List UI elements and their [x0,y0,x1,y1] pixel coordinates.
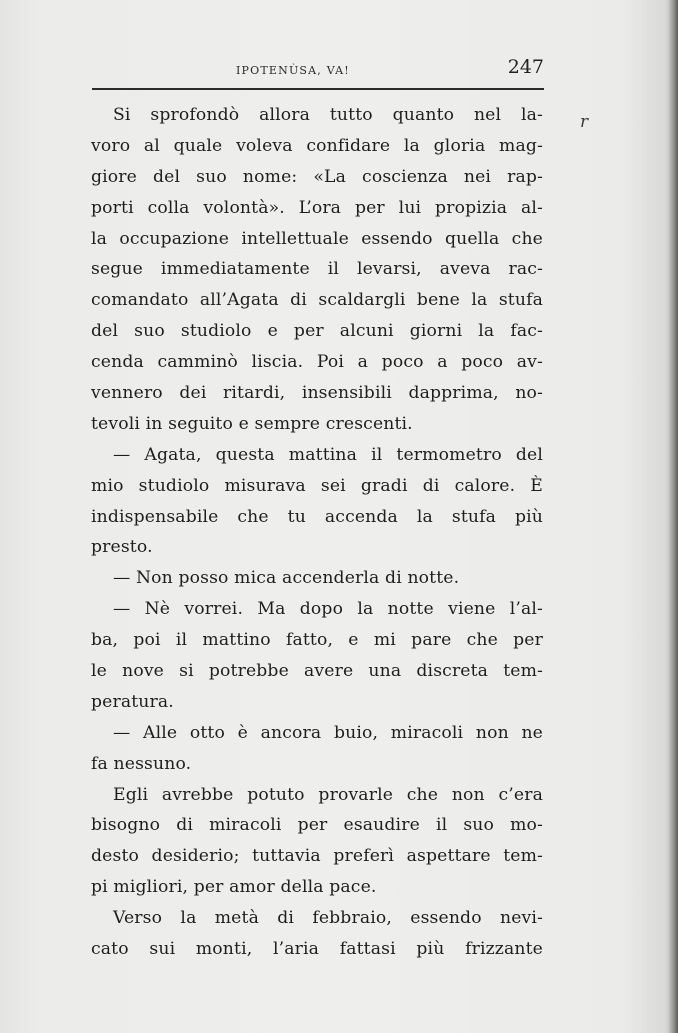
text-line: vennero dei ritardi, insensibili dapprima, no- [91,383,543,404]
text-line: — Non posso mica accenderla di notte. [113,568,460,589]
text-line: tevoli in seguito e sempre crescenti. [91,413,413,434]
text-line: Si sprofondò allora tutto quanto nel la- [113,105,543,125]
text-line: cenda camminò liscia. Poi a poco a poco av- [91,352,543,373]
page-number: 247 [507,56,544,78]
text-line: desto desiderio; tuttavia preferì aspettare tem- [91,846,543,867]
header-rule [92,88,544,90]
text-line: — Alle otto è ancora buio, miracoli non ne [113,722,543,743]
text-line: del suo studiolo e per alcuni giorni la fac- [91,321,543,342]
margin-mark: r [580,112,589,132]
text-line: bisogno di miracoli per esaudire il suo mo- [91,815,543,836]
text-line: voro al quale voleva confidare la gloria mag- [91,135,543,156]
text-line: ba, poi il mattino fatto, e mi pare che per [91,630,543,651]
text-line: Verso la metà di febbraio, essendo nevi- [113,908,543,929]
text-line: fa nessuno. [91,753,192,774]
body-text [91,100,543,965]
running-title: IPOTENÙSA, VA! [236,64,350,77]
text-line: mio studiolo misurava sei gradi di calore. È [91,475,543,496]
text-line: indispensabile che tu accenda la stufa più [91,506,543,527]
page-edge-shadow [668,0,678,1033]
text-line: pi migliori, per amor della pace. [91,877,377,898]
text-line: Egli avrebbe potuto provarle che non c’era [113,784,543,805]
page-header [92,56,544,86]
text-line: le nove si potrebbe avere una discreta tem- [91,661,543,682]
text-line: presto. [91,537,153,558]
text-line: peratura. [91,691,174,712]
text-line: cato sui monti, l’aria fattasi più frizzante [91,939,543,960]
text-line: giore del suo nome: «La coscienza nei rap- [91,166,543,187]
text-line: comandato all’Agata di scaldargli bene la stufa [91,290,543,311]
text-line: — Nè vorrei. Ma dopo la notte viene l’al- [113,599,543,620]
text-line: — Agata, questa mattina il termometro del [113,444,543,465]
text-line: segue immediatamente il levarsi, aveva rac- [91,259,543,280]
text-line: porti colla volontà». L’ora per lui propizia al- [91,197,543,218]
text-line: la occupazione intellettuale essendo quella che [91,228,543,249]
